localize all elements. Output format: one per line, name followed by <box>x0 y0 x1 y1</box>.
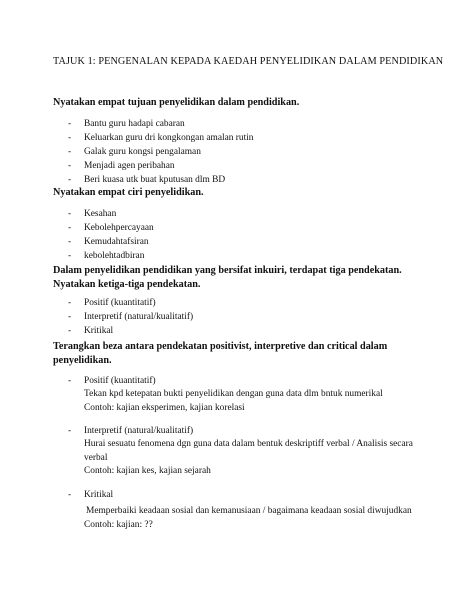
list-item: - Kritikal <box>68 326 114 336</box>
approach-description: Tekan kpd ketepatan bukti penyelidikan dengan guna data dlm bntuk numerikal <box>84 389 383 399</box>
list-item: - Kemudahtafsiran <box>68 237 149 247</box>
list-item: - Kesahan <box>68 209 117 219</box>
approach-heading: - Positif (kuantitatif) <box>68 376 156 386</box>
answer-list-1 <box>53 117 423 187</box>
list-item: - Bantu guru hadapi cabaran <box>68 119 185 129</box>
list-item: - Interpretif (natural/kualitatif) <box>68 312 194 322</box>
approach-heading: - Kritikal <box>68 490 114 500</box>
approach-positif <box>53 374 433 415</box>
approach-example: Contoh: kajian eksperimen, kajian korelasi <box>84 402 245 413</box>
document-title: TAJUK 1: PENGENALAN KEPADA KAEDAH PENYELIDIKAN DALAM PENDIDIKAN <box>53 56 444 67</box>
list-item: - Galak guru kongsi pengalaman <box>68 147 201 157</box>
answer-list-3 <box>53 296 423 338</box>
list-item: - Menjadi agen peribahan <box>68 161 175 171</box>
list-item: - Beri kuasa utk buat kputusan dlm BD <box>68 175 226 185</box>
approach-interpretif <box>53 424 433 479</box>
list-item: - Keluarkan guru dri kongkongan amalan rutin <box>68 133 254 143</box>
approach-heading: - Interpretif (natural/kualitatif) <box>68 426 194 436</box>
answer-list-2 <box>53 207 423 263</box>
list-item: - Kebolehpercayaan <box>68 223 154 233</box>
approach-example: Contoh: kajian kes, kajian sejarah <box>84 466 211 476</box>
question-2: Nyatakan empat ciri penyelidikan. <box>53 187 204 198</box>
approach-kritikal <box>53 488 433 532</box>
approach-description: Memperbaiki keadaan sosial dan kemanusiaan / bagaimana keadaan sosial diwujudkan <box>86 506 412 516</box>
question-4: Terangkan beza antara pendekatan positivist, interpretive dan critical dalam penyelidikan. <box>53 341 388 366</box>
list-item: - Positif (kuantitatif) <box>68 298 156 308</box>
approach-example: Contoh: kajian: ?? <box>84 519 153 530</box>
question-3: Dalam penyelidikan pendidikan yang bersifat inkuiri, terdapat tiga pendekatan. Nyatakan ketiga-tiga pendekatan. <box>53 265 402 290</box>
list-item: - kebolehtadbiran <box>68 251 145 261</box>
question-1: Nyatakan empat tujuan penyelidikan dalam pendidikan. <box>53 97 300 108</box>
approach-description: Hurai sesuatu fenomena dgn guna data dalam bentuk deskriptiff verbal / Analisis secara verbal <box>84 439 413 463</box>
